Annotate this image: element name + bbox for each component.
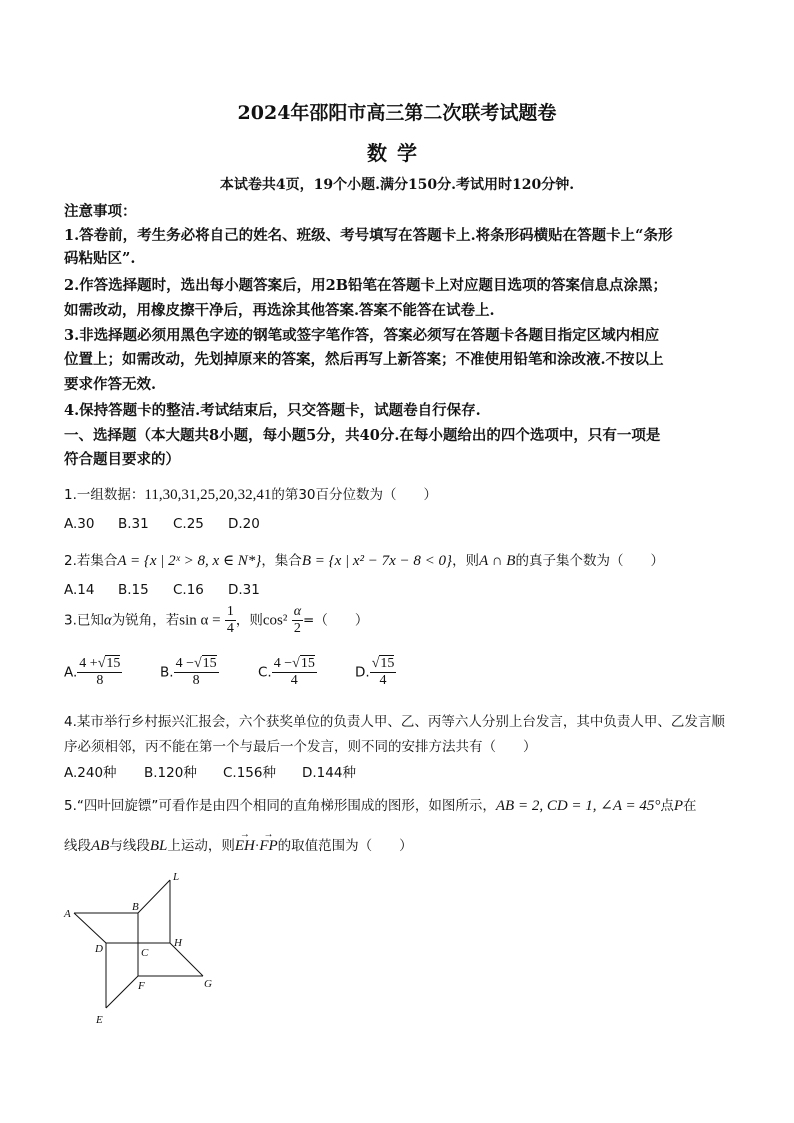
question-5-line1: 5.“四叶回旋镖”可看作是由四个相同的直角梯形围成的图形，如图所示，AB = 2, CD = 1, ∠A = 45°点P在 bbox=[64, 798, 697, 814]
note-line: 3.非选择题必须用黑色字迹的钢笔或签字笔作答，答案必须写在答题卡各题目指定区域内相应 bbox=[64, 327, 660, 344]
label-b: B bbox=[132, 901, 139, 913]
q2-expr: A ∩ B bbox=[479, 553, 516, 569]
q2-prefix: 2.若集合 bbox=[64, 553, 118, 569]
q2-mid: ，集合 bbox=[261, 553, 302, 569]
question-3 bbox=[64, 604, 368, 637]
q2-option-d: D.31 bbox=[228, 582, 260, 598]
note-line: 1.答卷前，考生务必将自己的姓名、班级、考号填写在答题卡上.将条形码横贴在答题卡上“条形 bbox=[64, 227, 673, 244]
q3-sin-fraction: $\frac{1}{4}$ bbox=[226, 604, 234, 636]
note-line: 如需改动，用橡皮擦干净后，再选涂其他答案.答案不能答在试卷上. bbox=[64, 302, 495, 319]
q1-option-c: C.25 bbox=[173, 516, 204, 532]
q3-option-a: A. $\frac{4 +√15}{8}$ bbox=[64, 656, 121, 688]
q2-set-a: A = {x | 2ˣ > 8, x ∈ N*} bbox=[117, 553, 262, 569]
question-4-line2: 序必须相邻，丙不能在第一个与最后一个发言，则不同的安排方法共有（ ） bbox=[64, 739, 537, 755]
q1-prefix: 1.一组数据： bbox=[64, 487, 145, 503]
q3-alpha: α bbox=[103, 612, 112, 629]
q3-cos-lhs: cos² bbox=[262, 612, 288, 629]
q4-option-c: C.156种 bbox=[223, 765, 276, 781]
label-a: A bbox=[64, 908, 71, 920]
label-c: C bbox=[141, 947, 149, 959]
note-line: 要求作答无效. bbox=[64, 376, 157, 393]
q1-option-a: A.30 bbox=[64, 516, 95, 532]
paper-info: 本试卷共4页，19个小题.满分150分.考试用时120分钟. bbox=[219, 177, 575, 193]
q3-option-d: D. $\frac{√15}{4}$ bbox=[355, 656, 395, 688]
q2-set-b: B = {x | x² − 7x − 8 < 0} bbox=[301, 553, 453, 569]
q2-option-a: A.14 bbox=[64, 582, 95, 598]
q2-suffix: ，则 bbox=[452, 553, 480, 569]
q5-conditions: AB = 2, CD = 1, ∠A = 45° bbox=[495, 798, 661, 814]
paper-title: 2024年邵阳市高三第二次联考试题卷 bbox=[237, 102, 557, 124]
label-h: H bbox=[174, 937, 182, 949]
note-line: 码粘贴区”. bbox=[64, 250, 136, 267]
q1-suffix: 的第30百分位数为（ ） bbox=[271, 487, 438, 503]
q2-tail: 的真子集个数为（ ） bbox=[515, 553, 664, 569]
q3-mid: 为锐角，若 bbox=[111, 612, 180, 629]
question-2 bbox=[64, 549, 664, 570]
note-line: 4.保持答题卡的整洁.考试结束后，只交答题卡，试题卷自行保存. bbox=[64, 402, 481, 419]
q1-option-d: D.20 bbox=[228, 516, 260, 532]
subject-title: 数学 bbox=[367, 141, 427, 165]
label-g: G bbox=[204, 978, 212, 990]
q3-prefix: 3.已知 bbox=[64, 612, 104, 629]
q3-suffix: ，则 bbox=[235, 612, 263, 629]
q3-option-c: C. $\frac{4 -√15}{4}$ bbox=[258, 656, 315, 688]
q3-sin-lhs: sin α = bbox=[179, 612, 221, 629]
note-line: 2.作答选择题时，选出每小题答案后，用2B铅笔在答题卡上对应题目选项的答案信息点涂黑； bbox=[64, 277, 667, 294]
q3-tail: =（ ） bbox=[303, 612, 369, 629]
q2-option-c: C.16 bbox=[173, 582, 204, 598]
q4-option-a: A.240种 bbox=[64, 765, 117, 781]
label-f: F bbox=[138, 980, 145, 992]
q3-cos-fraction: $\frac{\alpha}{2}$ bbox=[293, 604, 302, 636]
q2-option-b: B.15 bbox=[118, 582, 149, 598]
section-heading-cont: 符合题目要求的） bbox=[64, 451, 180, 468]
q3-option-b: B. $\frac{4 -√15}{8}$ bbox=[160, 656, 217, 688]
q1-data: 11,30,31,25,20,32,41 bbox=[144, 487, 272, 503]
question-4-line1: 4.某市举行乡村振兴汇报会，六个获奖单位的负责人甲、乙、丙等六人分别上台发言，其中负责人甲、乙发言顺 bbox=[64, 714, 725, 730]
vector-eh: → EH bbox=[234, 829, 255, 854]
q1-option-b: B.31 bbox=[118, 516, 149, 532]
label-l: L bbox=[173, 871, 180, 883]
label-d: D bbox=[95, 943, 103, 955]
section-heading: 一、选择题（本大题共8小题，每小题5分，共40分.在每小题给出的四个选项中，只有一项是 bbox=[64, 427, 661, 444]
q4-option-b: B.120种 bbox=[144, 765, 197, 781]
question-5-line2: 线段AB与线段BL上运动，则 → EH· → FP的取值范围为（ ） bbox=[64, 829, 413, 854]
notes-heading: 注意事项： bbox=[64, 203, 137, 220]
label-e: E bbox=[96, 1014, 103, 1026]
boomerang-figure bbox=[58, 866, 228, 1031]
question-1 bbox=[64, 483, 437, 504]
vector-fp: → FP bbox=[259, 829, 278, 854]
q4-option-d: D.144种 bbox=[302, 765, 356, 781]
note-line: 位置上；如需改动，先划掉原来的答案，然后再写上新答案；不准使用铅笔和涂改液.不按以上 bbox=[64, 351, 664, 368]
